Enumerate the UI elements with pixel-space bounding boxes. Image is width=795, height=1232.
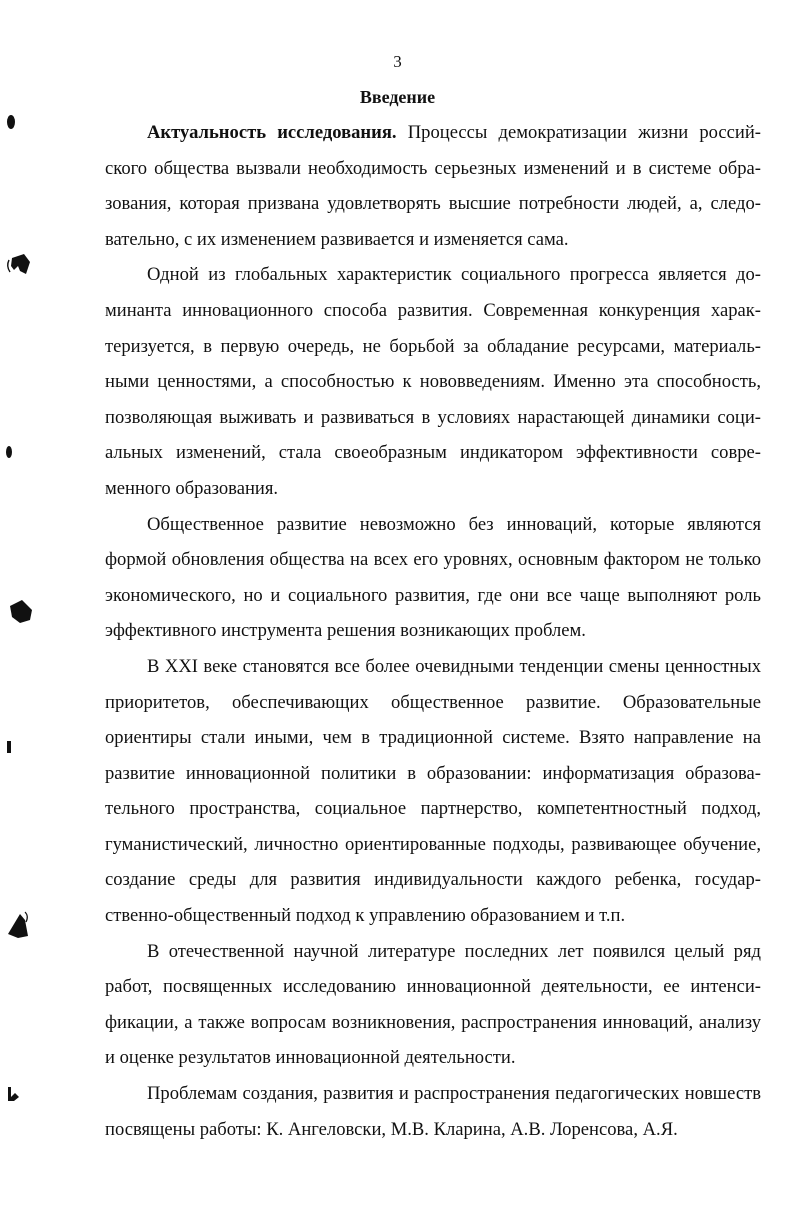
- left-margin-marks: [0, 0, 60, 1232]
- binding-hole-mark-1: [7, 115, 15, 129]
- binding-hole-mark-2: [8, 254, 30, 274]
- paragraph: [105, 507, 761, 649]
- paragraph-text: Общественное развитие невозможно без инноваций, которые являются формой обновления общества на всех его уровнях, основным фактором не только экономического, но и социального развития, где они все чаще выполняют роль эффективного инструмента решения возникающих проблем.: [105, 513, 761, 642]
- paragraph: [105, 649, 761, 934]
- paragraph: [105, 1076, 761, 1147]
- paragraph-text: Проблемам создания, развития и распространения педагогических новшеств посвящены работы: К. Ангеловски, М.В. Кларина, А.В. Лоренсова, А.Я.: [105, 1083, 761, 1140]
- binding-hole-mark-4: [10, 600, 32, 623]
- paragraph-lead: Актуальность исследования.: [147, 122, 397, 143]
- paragraph: [105, 934, 761, 1076]
- paragraph: [105, 257, 761, 506]
- paragraph-text: Одной из глобальных характеристик социального прогресса является доминанта инновационного способа развития. Современная конкуренция характеризуется, в первую очередь, не борьбой за обладание ресурсами, материальными ценностями, а способностью к нововведениям. Именно эта способность, позволяющая выживать и развиваться в условиях нарастающей динамики социальных изменений, стала своеобразным индикатором эффективности современного образования.: [105, 264, 761, 499]
- paragraph: [105, 115, 761, 257]
- binding-hole-mark-3: [6, 446, 12, 458]
- binding-hole-mark-5: [7, 741, 11, 753]
- binding-hole-mark-6: [8, 912, 28, 938]
- section-heading: Введение: [359, 87, 436, 107]
- body-text: [105, 115, 761, 1147]
- paragraph-text: В XXI веке становятся все более очевидными тенденции смены ценностных приоритетов, обеспечивающих общественное развитие. Образовательные ориентиры стали иными, чем в традиционной системе. Взято направление на развитие инновационной политики в образовании: информатизация образовательного пространства, социальное партнерство, компетентностный подход, гуманистический, личностно ориентированные подходы, развивающее обучение, создание среды для развития индивидуальности каждого ребенка, государственно-общественный подход к управлению образованием и т.п.: [105, 655, 761, 927]
- binding-hole-mark-7: [8, 1087, 19, 1101]
- paragraph-text: В отечественной научной литературе последних лет появился целый ряд работ, посвященных исследованию инновационной деятельности, ее интенсификации, а также вопросам возникновения, распространения инноваций, анализу и оценке результатов инновационной деятельности.: [105, 940, 761, 1069]
- page-number: 3: [393, 52, 402, 71]
- paragraph-text: Процессы демократизации жизни российского общества вызвали необходимость серьезных изменений и в системе образования, которая призвана удовлетворять высшие потребности людей, а, следовательно, с их изменением развивается и изменяется сама.: [105, 122, 761, 250]
